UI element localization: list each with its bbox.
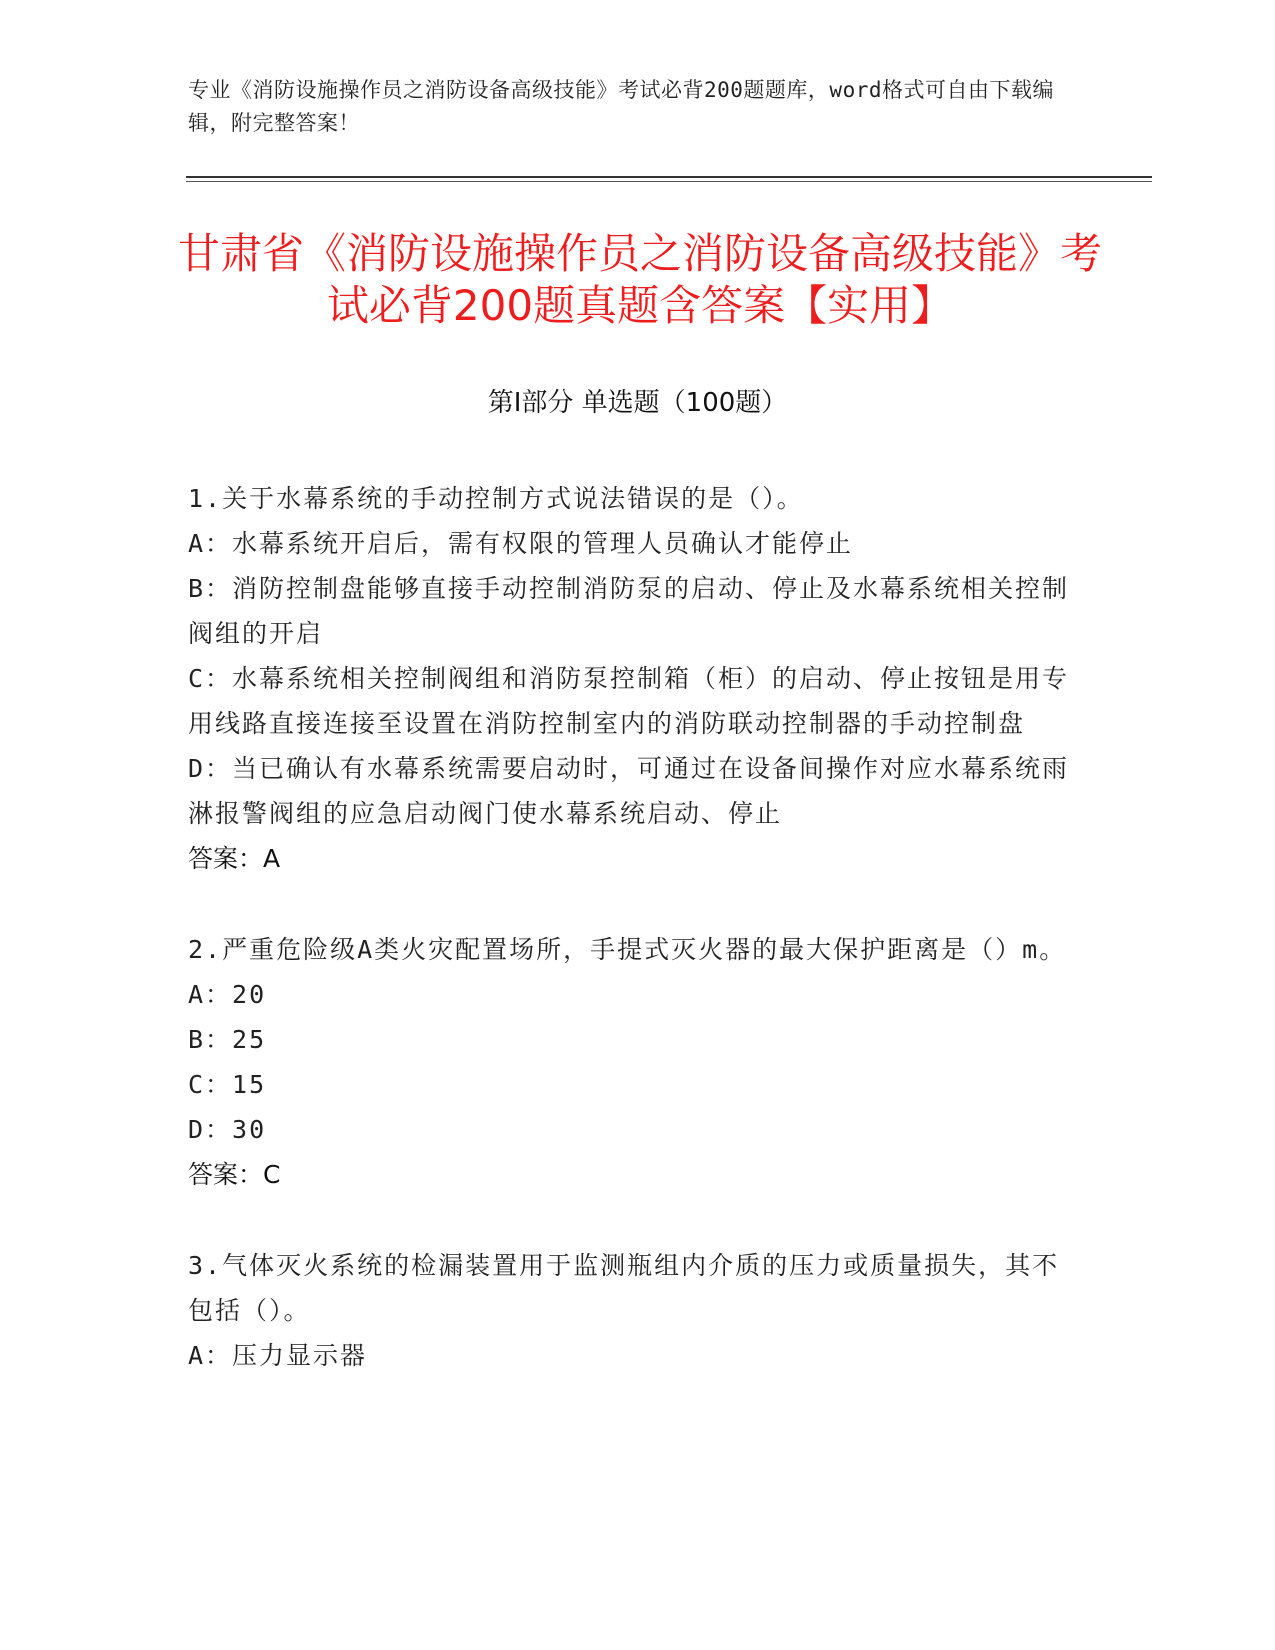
document-title: 甘肃省《消防设施操作员之消防设备高级技能》考试必背200题真题含答案【实用】	[177, 229, 1102, 330]
question-stem: 3.气体灭火系统的检漏装置用于监测瓶组内介质的压力或质量损失，其不包括（）。	[188, 1251, 1060, 1325]
header-rule-thin	[186, 181, 1152, 182]
header-note: 专业《消防设施操作员之消防设备高级技能》考试必背200题题库，word格式可自由下载编辑，附完整答案！	[188, 78, 1054, 135]
option-a: A：压力显示器	[188, 1341, 368, 1370]
answer: 答案：A	[188, 844, 281, 873]
question-1	[188, 476, 1078, 881]
option-a: A：20	[188, 980, 267, 1009]
option-c: C：15	[188, 1070, 267, 1099]
answer: 答案：C	[188, 1160, 281, 1189]
question-3	[188, 1243, 1078, 1378]
question-list	[188, 476, 1078, 1424]
section-title: 第Ⅰ部分 单选题（100题）	[487, 388, 788, 418]
header-rule-thick	[186, 176, 1152, 178]
question-stem: 1.关于水幕系统的手动控制方式说法错误的是（）。	[188, 484, 804, 513]
option-a: A：水幕系统开启后，需有权限的管理人员确认才能停止	[188, 529, 854, 558]
option-d: D：当已确认有水幕系统需要启动时，可通过在设备间操作对应水幕系统雨淋报警阀组的应急启动阀门使水幕系统启动、停止	[188, 754, 1070, 828]
option-d: D：30	[188, 1115, 267, 1144]
question-stem: 2.严重危险级A类火灾配置场所，手提式灭火器的最大保护距离是（）m。	[188, 935, 1067, 964]
option-c: C：水幕系统相关控制阀组和消防泵控制箱（柜）的启动、停止按钮是用专用线路直接连接至设置在消防控制室内的消防联动控制器的手动控制盘	[188, 664, 1070, 738]
question-2	[188, 927, 1078, 1197]
option-b: B：25	[188, 1025, 267, 1054]
option-b: B：消防控制盘能够直接手动控制消防泵的启动、停止及水幕系统相关控制阀组的开启	[188, 574, 1070, 648]
